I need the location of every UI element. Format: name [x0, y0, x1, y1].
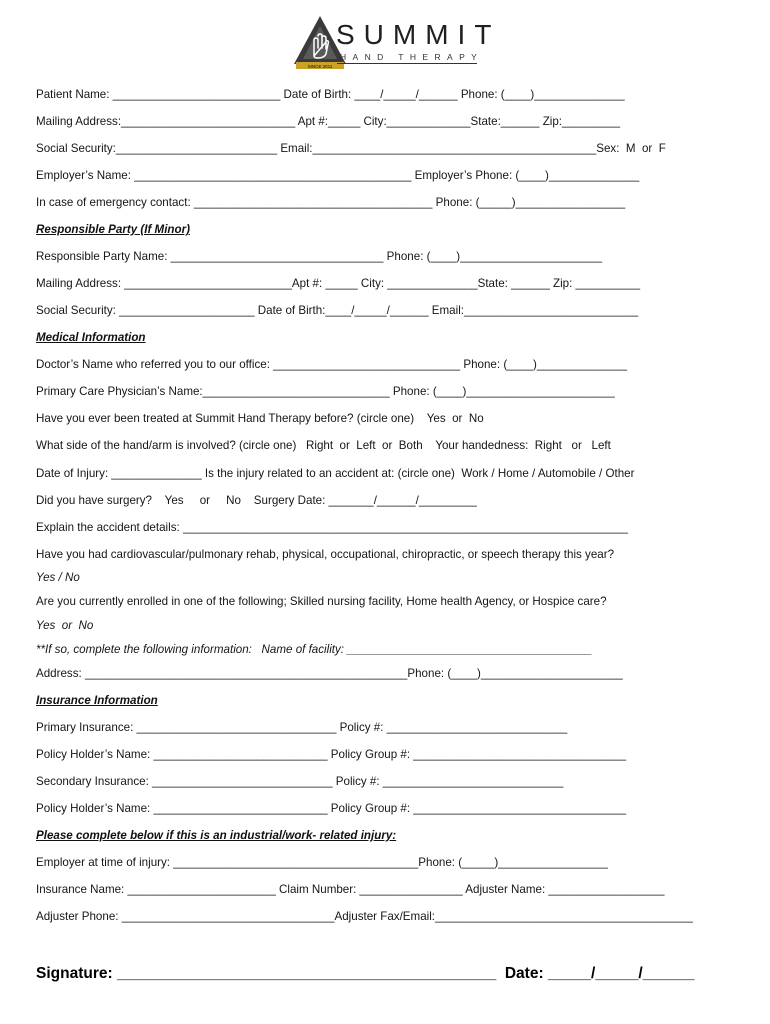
treated-before-line[interactable]: Have you ever been treated at Summit Hand Therapy before? (circle one) Yes or No	[36, 412, 484, 425]
primary-insurance-line[interactable]: Primary Insurance: _______________________________ Policy #: ____________________________	[36, 721, 568, 734]
responsible-mailing-address-line[interactable]: Mailing Address: __________________________Apt #: _____ City: ______________State: ______ Zip: __________	[36, 277, 641, 290]
responsible-party-heading: Responsible Party (If Minor)	[36, 223, 190, 236]
secondary-policy-holder-line[interactable]: Policy Holder’s Name: ___________________________ Policy Group #: _________________________________	[36, 802, 627, 815]
industrial-injury-heading: Please complete below if this is an industrial/work- related injury:	[36, 829, 397, 842]
responsible-social-security-line[interactable]: Social Security: _____________________ Date of Birth:____/_____/______ Email:___________________________	[36, 304, 639, 317]
insurance-information-heading: Insurance Information	[36, 694, 158, 707]
primary-care-physician-line[interactable]: Primary Care Physician’s Name:_____________________________ Phone: (____)_______________________	[36, 385, 615, 398]
logo-divider	[337, 63, 477, 64]
signature-date-line[interactable]: Signature: ____________________________________________ Date: _____/_____/______	[36, 965, 695, 982]
social-security-line[interactable]: Social Security:_________________________ Email:____________________________________________Sex: M or F	[36, 142, 666, 155]
surgery-line[interactable]: Did you have surgery? Yes or No Surgery Date: _______/______/_________	[36, 494, 477, 507]
logo-brand: SUMMIT	[336, 19, 501, 50]
logo-subtitle: HAND THERAPY	[340, 52, 484, 62]
enrolled-answer-line[interactable]: Yes or No	[36, 619, 94, 632]
logo-badge: SINCE 2011	[307, 64, 333, 69]
employer-at-injury-line[interactable]: Employer at time of injury: ______________________________________Phone: (_____)_________________	[36, 856, 608, 869]
responsible-party-name-line[interactable]: Responsible Party Name: _________________________________ Phone: (____)______________________	[36, 250, 603, 263]
patient-name-line[interactable]: Patient Name: __________________________ Date of Birth: ____/_____/______ Phone: (____)______________	[36, 88, 625, 101]
hand-side-line[interactable]: What side of the hand/arm is involved? (circle one) Right or Left or Both Your handedness: Right or Left	[36, 439, 611, 452]
employer-name-line[interactable]: Employer’s Name: ___________________________________________ Employer’s Phone: (____)______________	[36, 169, 640, 182]
medical-information-heading: Medical Information	[36, 331, 146, 344]
rehab-answer-line[interactable]: Yes / No	[36, 571, 80, 584]
emergency-contact-line[interactable]: In case of emergency contact: _____________________________________ Phone: (_____)_________________	[36, 196, 626, 209]
accident-details-line[interactable]: Explain the accident details: _____________________________________________________________________	[36, 521, 628, 534]
enrolled-question-line: Are you currently enrolled in one of the following; Skilled nursing facility, Home health Agency, or Hospice care?	[36, 595, 607, 608]
facility-address-line[interactable]: Address: __________________________________________________Phone: (____)______________________	[36, 667, 623, 680]
summit-logo	[292, 14, 501, 70]
facility-name-line[interactable]: **If so, complete the following information: Name of facility: ______________________________________	[36, 643, 593, 656]
date-of-injury-line[interactable]: Date of Injury: ______________ Is the injury related to an accident at: (circle one) Work / Home / Automobile / Other	[36, 467, 635, 480]
adjuster-contact-line[interactable]: Adjuster Phone: _________________________________Adjuster Fax/Email:________________________________________	[36, 910, 693, 923]
insurance-claim-line[interactable]: Insurance Name: _______________________ Claim Number: ________________ Adjuster Name: __________________	[36, 883, 665, 896]
referring-doctor-line[interactable]: Doctor’s Name who referred you to our office: _____________________________ Phone: (____)______________	[36, 358, 628, 371]
mailing-address-line[interactable]: Mailing Address:___________________________ Apt #:_____ City:_____________State:______ Zip:_________	[36, 115, 621, 128]
rehab-question-line: Have you had cardiovascular/pulmonary rehab, physical, occupational, chiropractic, or speech therapy this year?	[36, 548, 615, 561]
primary-policy-holder-line[interactable]: Policy Holder’s Name: ___________________________ Policy Group #: _________________________________	[36, 748, 627, 761]
secondary-insurance-line[interactable]: Secondary Insurance: ____________________________ Policy #: ____________________________	[36, 775, 564, 788]
